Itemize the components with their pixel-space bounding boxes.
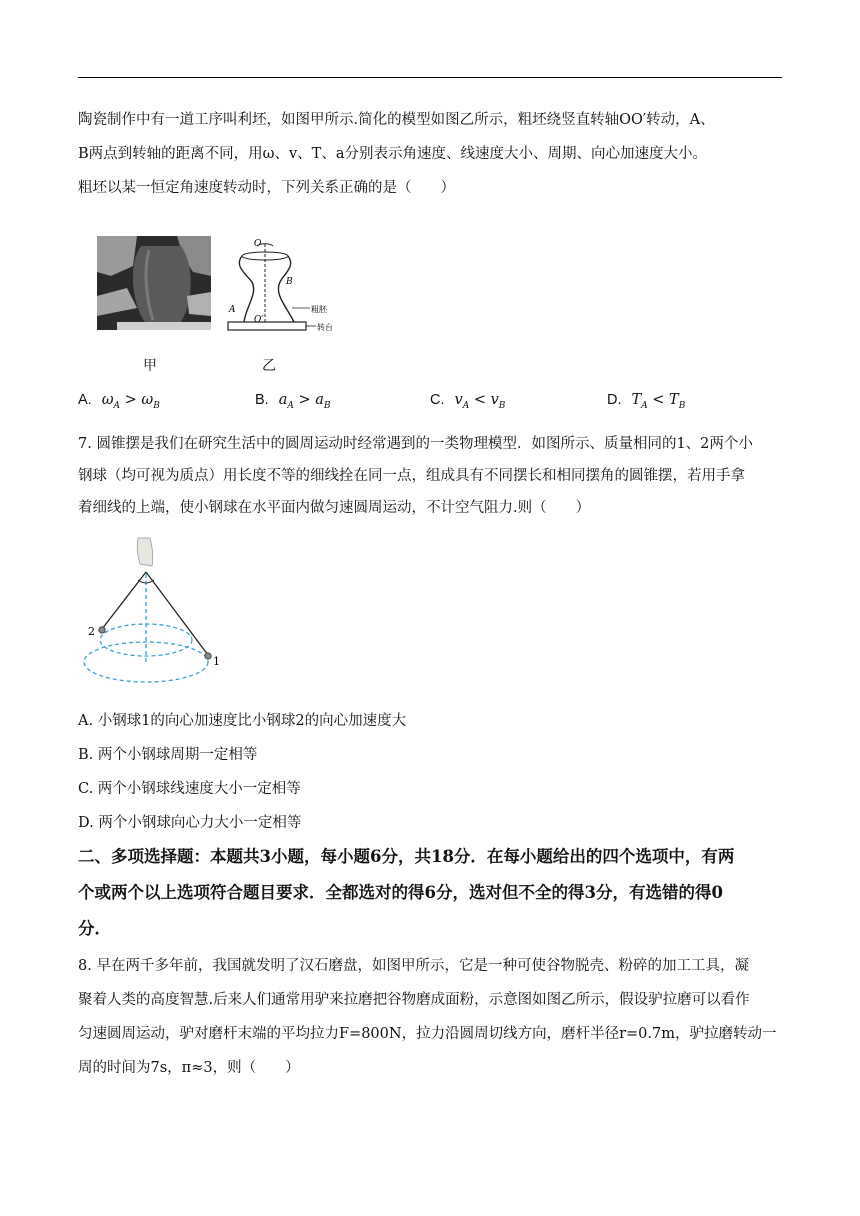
q8-stem-line-1: 8. 早在两千多年前，我国就发明了汉石磨盘，如图甲所示，它是一种可使谷物脱壳、粉碎的加工工具，凝	[78, 958, 749, 974]
ball-2-label: 2	[88, 625, 95, 638]
label-o-top: O	[254, 239, 262, 249]
ball-1-label: 1	[213, 655, 220, 668]
q6-stem-line-2: B两点到转轴的距离不同，用ω、v、T、a分别表示角速度、线速度大小、周期、向心加速度大小。	[78, 146, 707, 162]
q6-option-b[interactable]: B. $a_A > a_B$	[255, 392, 331, 411]
q6-option-a[interactable]: A. $\omega_A > \omega_B$	[78, 392, 160, 411]
pottery-model-diagram	[224, 236, 354, 334]
hand-icon	[137, 538, 153, 566]
conical-pendulum-diagram	[80, 534, 226, 694]
q8-stem-line-2: 聚着人类的高度智慧.后来人们通常用驴来拉磨把谷物磨成面粉，示意图如图乙所示，假设驴拉磨可以看作	[78, 992, 750, 1008]
q7-option-c[interactable]: C. 两个小钢球线速度大小一定相等	[78, 781, 301, 797]
label-blank: 粗胚	[311, 305, 327, 314]
label-turntable: 转台	[317, 323, 333, 332]
label-a: A	[229, 305, 236, 315]
q7-option-b[interactable]: B. 两个小钢球周期一定相等	[78, 747, 258, 763]
label-o-bottom: O′	[254, 315, 264, 325]
caption-jia: 甲	[143, 358, 157, 374]
q7-stem-line-1: 7. 圆锥摆是我们在研究生活中的圆周运动时经常遇到的一类物理模型．如图所示、质量相同的1、2两个小	[78, 436, 753, 452]
q7-stem-line-2: 钢球（均可视为质点）用长度不等的细线拴在同一点，组成具有不同摆长和相同摆角的圆锥摆，若用手拿	[78, 468, 745, 484]
caption-yi: 乙	[262, 358, 276, 374]
q6-option-c[interactable]: C. $v_A < v_B$	[430, 392, 506, 411]
q6-stem-line-1: 陶瓷制作中有一道工序叫利坯，如图甲所示.简化的模型如图乙所示，粗坯绕竖直转轴OO′转动，A、	[78, 112, 715, 128]
label-b: B	[286, 277, 293, 287]
q8-stem-line-4: 周的时间为7s，π≈3，则（ ）	[78, 1060, 300, 1076]
pottery-photo	[97, 236, 211, 330]
q7-option-a[interactable]: A. 小钢球1的向心加速度比小钢球2的向心加速度大	[78, 713, 407, 729]
q8-stem-line-3: 匀速圆周运动，驴对磨杆末端的平均拉力F=800N，拉力沿圆周切线方向，磨杆半径r=0.7m，驴拉磨转动一	[78, 1026, 777, 1042]
q6-stem-line-3: 粗坯以某一恒定角速度转动时，下列关系正确的是（ ）	[78, 180, 455, 196]
section2-heading-line-3: 分．	[78, 919, 111, 938]
section2-heading-line-1: 二、多项选择题：本题共3小题，每小题6分，共18分．在每小题给出的四个选项中，有两	[78, 847, 735, 866]
header-rule	[78, 77, 782, 78]
q7-stem-line-3: 着细线的上端，使小钢球在水平面内做匀速圆周运动，不计空气阻力.则（ ）	[78, 500, 591, 516]
q6-option-d[interactable]: D. $T_A < T_B$	[607, 392, 686, 411]
q7-option-d[interactable]: D. 两个小钢球向心力大小一定相等	[78, 815, 302, 831]
section2-heading-line-2: 个或两个以上选项符合题目要求．全都选对的得6分，选对但不全的得3分，有选错的得0	[78, 883, 723, 902]
